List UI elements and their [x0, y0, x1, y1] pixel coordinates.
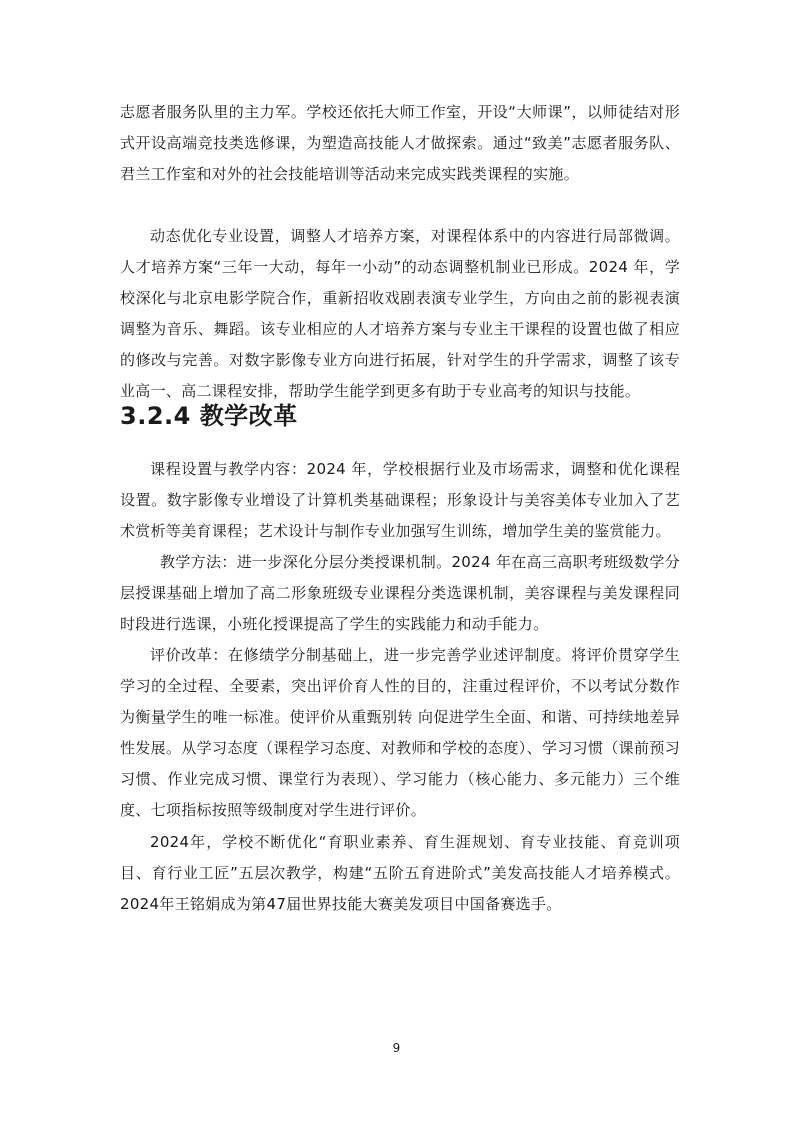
paragraph-2024-achievements: 2024年，学校不断优化“育职业素养、育生涯规划、育专业技能、育竞训项目、育行业工匠”五层次教学，构建“五阶五育进阶式”美发高技能人才培养模式。2024年王铭娟成为第47届世界技能大赛美发项目中国备赛选手。 [120, 833, 680, 913]
paragraph-teaching-methods: 教学方法：进一步深化分层分类授课机制。2024 年在高三高职考班级数学分层授课基础上增加了高二形象班级专业课程分类选课机制，美容课程与美发课程同时段进行选课，小班化授课提高了学生的实践能力和动手能力。 [120, 553, 680, 633]
section-heading: 3.2.4 教学改革 [120, 402, 298, 430]
paragraph-volunteer-practice: 志愿者服务队里的主力军。学校还依托大师工作室，开设“大师课”，以师徒结对形式开设高端竞技类选修课，为塑造高技能人才做探索。通过“致美”志愿者服务队、君兰工作室和对外的社会技能培训等活动来完成实践类课程的实施。 [120, 103, 680, 183]
paragraph-program-optimization: 动态优化专业设置，调整人才培养方案，对课程体系中的内容进行局部微调。人才培养方案“三年一大动，每年一小动”的动态调整机制业已形成。2024 年，学校深化与北京电影学院合作，重新招收戏剧表演专业学生，方向由之前的影视表演调整为音乐、舞蹈。该专业相应的人才培养方案与专业主干课程的设置也做了相应的修改与完善。对数字影像专业方向进行拓展，针对学生的升学需求，调整了该专业高一、高二课程安排，帮助学生能学到更多有助于专业高考的知识与技能。 [120, 227, 680, 400]
page-number: 9 [392, 1041, 401, 1055]
paragraph-curriculum: 课程设置与教学内容：2024 年，学校根据行业及市场需求，调整和优化课程设置。数字影像专业增设了计算机类基础课程；形象设计与美容美体专业加入了艺术赏析等美育课程；艺术设计与制作专业加强写生训练，增加学生美的鉴赏能力。 [120, 460, 680, 540]
paragraph-evaluation-reform: 评价改革：在修绩学分制基础上，进一步完善学业述评制度。将评价贯穿学生学习的全过程、全要素，突出评价育人性的目的，注重过程评价，不以考试分数作为衡量学生的唯一标准。使评价从重甄别转 向促进学生全面、和谐、可持续地差异性发展。从学习态度（课程学习态度、对教师和学校的态度）、学习习惯（课前预习习惯、作业完成习惯、课堂行为表现）、学习能力（核心能力、多元能力）三个维度、七项指标按照等级制度对学生进行评价。 [120, 646, 680, 819]
